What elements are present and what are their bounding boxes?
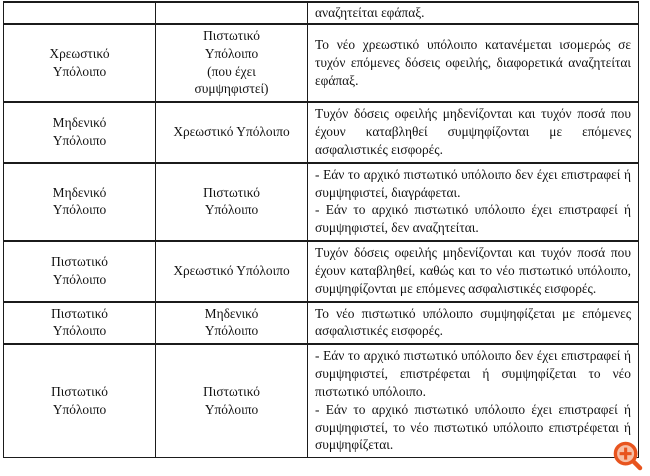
cell-text: Μηδενικό Υπόλοιπο	[52, 184, 107, 218]
cell-new-balance	[156, 302, 308, 345]
table-row	[4, 2, 639, 24]
cell-previous-balance	[4, 344, 156, 457]
cell-text: Πιστωτικό Υπόλοιπο	[203, 383, 260, 417]
table-row	[4, 241, 639, 301]
cell-text: Πιστωτικό Υπόλοιπο	[51, 305, 108, 339]
cell-text: Πιστωτικό Υπόλοιπο	[51, 254, 108, 287]
cell-text: Το νέο χρεωστικό υπόλοιπο κατανέμεται ισομερώς σε τυχόν επόμενες δόσεις οφειλής, διαφορετικά αναζητείται εφάπαξ.	[315, 36, 631, 88]
table-row	[4, 102, 639, 162]
cell-rule-description	[308, 163, 639, 241]
cell-text: Πιστωτικό Υπόλοιπο (που έχει συμψηφιστεί)	[194, 28, 269, 97]
cell-rule-description	[308, 302, 639, 345]
cell-rule-description	[308, 2, 639, 24]
cell-previous-balance	[4, 163, 156, 241]
cell-new-balance	[156, 241, 308, 301]
cell-new-balance	[156, 102, 308, 162]
cell-rule-description	[308, 102, 639, 162]
table-container	[3, 1, 638, 458]
cell-text: Χρεωστικό Υπόλοιπο	[49, 45, 110, 79]
cell-new-balance	[156, 2, 308, 24]
cell-previous-balance	[4, 102, 156, 162]
cell-rule-description	[308, 241, 639, 301]
cell-text: αναζητείται εφάπαξ.	[315, 4, 425, 20]
cell-new-balance	[156, 344, 308, 457]
cell-previous-balance	[4, 302, 156, 345]
cell-previous-balance	[4, 2, 156, 24]
cell-text: Μηδενικό Υπόλοιπο	[204, 305, 259, 339]
cell-text	[4, 13, 155, 14]
cell-text: Χρεωστικό Υπόλοιπο	[173, 262, 290, 278]
cell-text: Πιστωτικό Υπόλοιπο	[51, 383, 108, 417]
cell-text: - Εάν το αρχικό πιστωτικό υπόλοιπο δεν έχει επιστραφεί ή συμψηφιστεί, επιστρέφεται ή συμψηφίζεται το νέο πιστωτικό υπόλοιπο. - Εάν το αρχικό πιστωτικό υπόλοιπο έχει επιστραφεί ή συμψηφιστεί, το νέο πιστωτικό υπόλοιπο επιστρέφεται ή συμψηφίζεται.	[315, 348, 631, 453]
cell-rule-description	[308, 344, 639, 457]
cell-text: Πιστωτικό Υπόλοιπο	[203, 184, 260, 218]
table-row	[4, 302, 639, 345]
table-row	[4, 24, 639, 102]
cell-previous-balance	[4, 24, 156, 102]
cell-new-balance	[156, 24, 308, 102]
cell-rule-description	[308, 24, 639, 102]
cell-text	[156, 13, 307, 14]
cell-previous-balance	[4, 241, 156, 301]
cell-text: Το νέο πιστωτικό υπόλοιπο συμψηφίζεται με επόμενες ασφαλιστικές εισφορές.	[315, 305, 631, 339]
cell-text: - Εάν το αρχικό πιστωτικό υπόλοιπο δεν έχει επιστραφεί ή συμψηφιστεί, διαγράφεται. - Εάν το αρχικό πιστωτικό υπόλοιπο έχει επιστραφεί ή συμψηφιστεί, δεν αναζητείται.	[315, 166, 631, 236]
cell-text: Τυχόν δόσεις οφειλής μηδενίζονται και τυχόν ποσά που έχουν καταβληθεί συμψηφίζονται με επόμενες ασφαλιστικές εισφορές.	[315, 106, 631, 157]
table-body	[4, 2, 639, 458]
cell-text: Χρεωστικό Υπόλοιπο	[173, 124, 290, 140]
cell-text: Μηδενικό Υπόλοιπο	[52, 115, 107, 149]
table-row	[4, 163, 639, 241]
cell-text: Τυχόν δόσεις οφειλής μηδενίζονται και τυχόν ποσά που έχουν καταβληθεί, καθώς και το νέο πιστωτικό υπόλοιπο, συμψηφίζονται με επόμενες ασφαλιστικές εισφορές.	[315, 245, 631, 296]
table-row	[4, 344, 639, 457]
cell-new-balance	[156, 163, 308, 241]
balance-rules-table	[3, 1, 639, 458]
